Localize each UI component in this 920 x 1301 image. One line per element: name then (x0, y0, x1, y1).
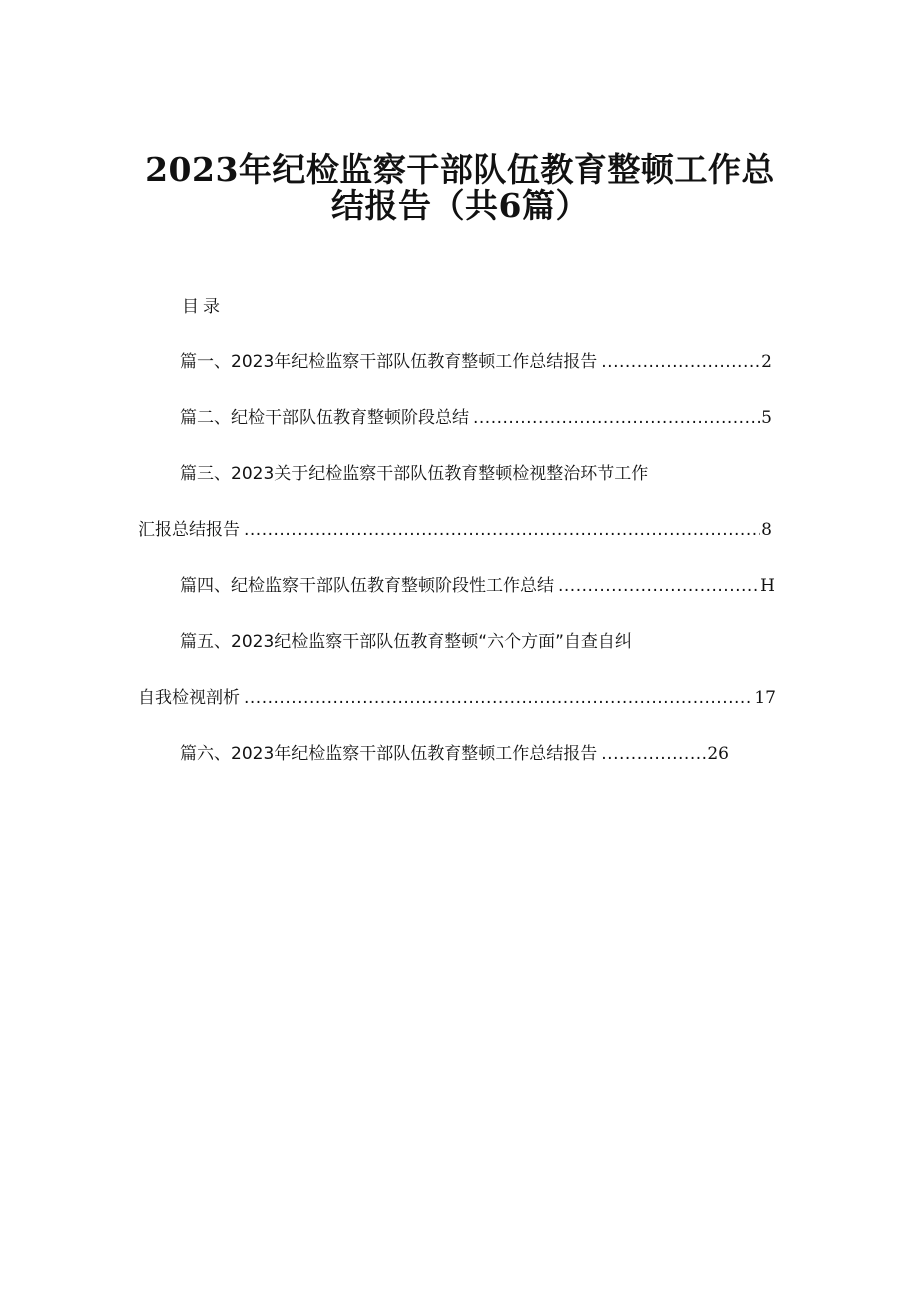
toc-heading: 目录 (182, 297, 224, 317)
toc-entry-5-line-1[interactable] (180, 629, 780, 655)
toc-entry-4-page: H (760, 576, 775, 596)
document-title-line-2: 结报告（共6篇） (331, 186, 589, 225)
toc-entry-6-text: 篇六、2023年纪检监察干部队伍教育整顿工作总结报告 (180, 744, 598, 764)
toc-entry-5-text-line-2: 自我检视剖析 (138, 688, 240, 708)
toc-leader-dots (473, 405, 760, 431)
toc-entry-1-text: 篇一、2023年纪检监察干部队伍教育整顿工作总结报告 (180, 352, 598, 372)
toc-entry-3-line-2[interactable] (138, 517, 772, 543)
toc-entry-3-text-line-1: 篇三、2023关于纪检监察干部队伍教育整顿检视整治环节工作 (180, 464, 649, 484)
toc-leader-dots (601, 741, 706, 767)
toc-entry-4[interactable] (180, 573, 775, 599)
toc-entry-2[interactable] (180, 405, 772, 431)
toc-entry-5-line-2[interactable] (138, 685, 776, 711)
toc-entry-2-page: 5 (761, 408, 772, 428)
toc-leader-dots (244, 685, 753, 711)
toc-entry-5-text-line-1: 篇五、2023纪检监察干部队伍教育整顿“六个方面”自查自纠 (180, 632, 632, 652)
document-title-line-1: 2023年纪检监察干部队伍教育整顿工作总 (145, 150, 775, 189)
toc-entry-6[interactable] (180, 741, 729, 767)
toc-entry-5-page: 17 (754, 688, 776, 708)
toc-entry-1-page: 2 (761, 352, 772, 372)
toc-leader-dots (244, 517, 760, 543)
toc-entry-1[interactable] (180, 349, 772, 375)
toc-leader-dots (601, 349, 760, 375)
toc-entry-3-line-1[interactable] (180, 461, 780, 487)
toc-entry-6-page: 26 (707, 744, 729, 764)
toc-entry-2-text: 篇二、纪检干部队伍教育整顿阶段总结 (180, 408, 469, 428)
toc-leader-dots (558, 573, 759, 599)
toc-entry-3-page: 8 (761, 520, 772, 540)
toc-entry-3-text-line-2: 汇报总结报告 (138, 520, 240, 540)
toc-entry-4-text: 篇四、纪检监察干部队伍教育整顿阶段性工作总结 (180, 576, 554, 596)
